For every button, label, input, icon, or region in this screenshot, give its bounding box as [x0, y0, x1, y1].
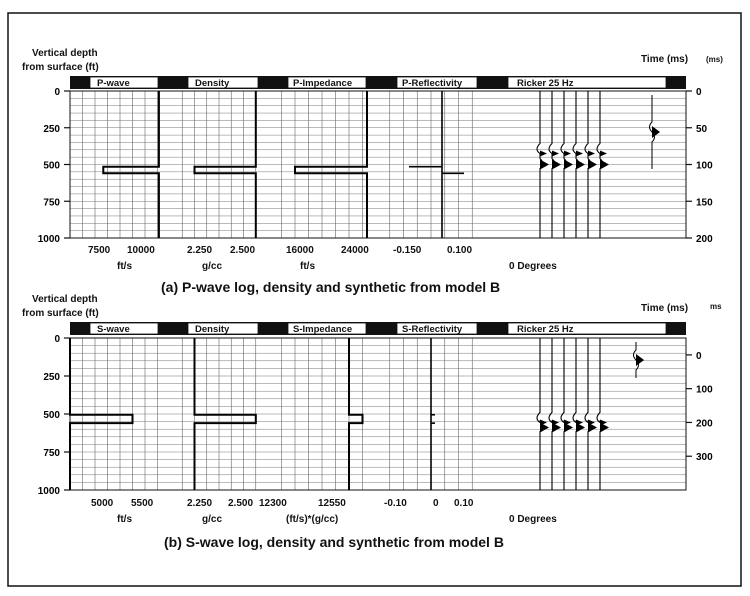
depth-tick-label: 500 [43, 160, 60, 172]
panel-b-track-3-header [288, 323, 366, 335]
panel-a-track-2-tick-1: 2.250 [187, 245, 213, 256]
panel-b-track-1-tick-1: 5000 [91, 498, 114, 509]
time-tick-label: 300 [696, 452, 713, 464]
panel-a-ylabel-line1: Vertical depth [32, 48, 98, 59]
panel-a-track-3-name: P-Impedance [293, 78, 353, 89]
panel-a-track-2-unit: g/cc [202, 261, 223, 272]
panel-a-track-5-name: Ricker 25 Hz [517, 78, 574, 89]
depth-tick-label: 0 [54, 334, 60, 345]
panel-a-track-5-header [508, 77, 666, 89]
panel-a-track-4-header [397, 77, 477, 89]
panel-a-track-4-name: P-Reflectivity [402, 78, 463, 89]
panel-b-time-title: Time (ms) [641, 303, 689, 314]
panel-b-track-2-tick-1: 2.250 [187, 498, 213, 509]
depth-tick-label: 750 [43, 448, 60, 459]
panel-a-track-1-tick-1: 7500 [88, 245, 111, 256]
time-tick-label: 100 [696, 160, 713, 172]
depth-tick-label: 250 [43, 372, 60, 383]
panel-a-track-2-header [188, 77, 258, 89]
panel-a-time-unit: (ms) [706, 55, 723, 64]
panel-b-track-3-name: S-Impedance [293, 324, 353, 335]
depth-tick-label: 750 [43, 197, 60, 209]
time-tick-label: 0 [696, 87, 702, 98]
time-tick-label: 200 [696, 234, 713, 245]
panel-b-track-1-name: S-wave [97, 324, 130, 335]
depth-tick-label: 0 [54, 87, 60, 98]
panel-b-track-1-tick-2: 5500 [131, 498, 154, 509]
panel-a-wavelet-angle: 0 Degrees [509, 261, 557, 272]
panel-b-track-4-name: S-Reflectivity [402, 324, 463, 335]
panel-a-track-4-tick-1: -0.150 [393, 245, 422, 256]
panel-a-track-3-tick-1: 16000 [286, 245, 314, 256]
panel-b-time-unit: ms [710, 302, 722, 311]
time-tick-label: 200 [696, 418, 713, 430]
panel-a-time-title: Time (ms) [641, 54, 689, 65]
panel-b-track-3-tick-1: 12300 [259, 498, 287, 509]
panel-a-track-3-tick-2: 24000 [341, 245, 369, 256]
time-tick-label: 50 [696, 123, 708, 135]
depth-tick-label: 500 [43, 410, 60, 421]
panel-a-track-4-tick-2: 0.100 [447, 245, 473, 256]
panel-b-track-1-header [90, 323, 158, 335]
panel-b-track-3-unit: (ft/s)*(g/cc) [286, 514, 339, 525]
panel-b-track-4-tick-2: 0 [433, 498, 439, 509]
panel-b-track-4-header [397, 323, 477, 335]
panel-b-track-3-tick-2: 12550 [318, 498, 346, 509]
panel-a-track-1-header [90, 77, 158, 89]
depth-tick-label: 250 [43, 123, 60, 135]
time-tick-label: 150 [696, 197, 713, 209]
panel-b-ylabel-line2: from surface (ft) [22, 308, 99, 319]
panel-b-gridlines [70, 338, 686, 490]
depth-tick-label: 1000 [37, 234, 60, 245]
panel-a-track-2-name: Density [195, 78, 230, 89]
panel-a-track-1-name: P-wave [97, 78, 130, 89]
panel-b-track-4-tick-3: 0.10 [454, 498, 474, 509]
panel-a-track-3-unit: ft/s [300, 261, 315, 272]
panel-b-track-2-tick-2: 2.500 [228, 498, 254, 509]
panel-a-track-1-unit: ft/s [117, 261, 132, 272]
panel-a-caption: (a) P-wave log, density and synthetic from model B [161, 279, 501, 295]
depth-tick-label: 1000 [37, 486, 60, 497]
time-tick-label: 100 [696, 384, 713, 396]
time-tick-label: 0 [696, 350, 702, 362]
panel-b-caption: (b) S-wave log, density and synthetic from model B [164, 534, 504, 550]
panel-b-track-2-name: Density [195, 324, 230, 335]
panel-b-track-2-header [188, 323, 258, 335]
panel-b-track-5-header [508, 323, 666, 335]
panel-b-track-1-unit: ft/s [117, 514, 132, 525]
panel-b-track-4-tick-1: -0.10 [384, 498, 407, 509]
panel-a-track-1-tick-2: 10000 [127, 245, 155, 256]
panel-b-ylabel-line1: Vertical depth [32, 294, 98, 305]
panel-a-ylabel-line2: from surface (ft) [22, 62, 99, 73]
panel-b-track-5-name: Ricker 25 Hz [517, 324, 574, 335]
figure-border [8, 13, 741, 586]
panel-b-wavelet-angle: 0 Degrees [509, 514, 557, 525]
panel-a-track-3-header [288, 77, 366, 89]
panel-b-track-2-unit: g/cc [202, 514, 223, 525]
panel-a-track-2-tick-2: 2.500 [230, 245, 256, 256]
